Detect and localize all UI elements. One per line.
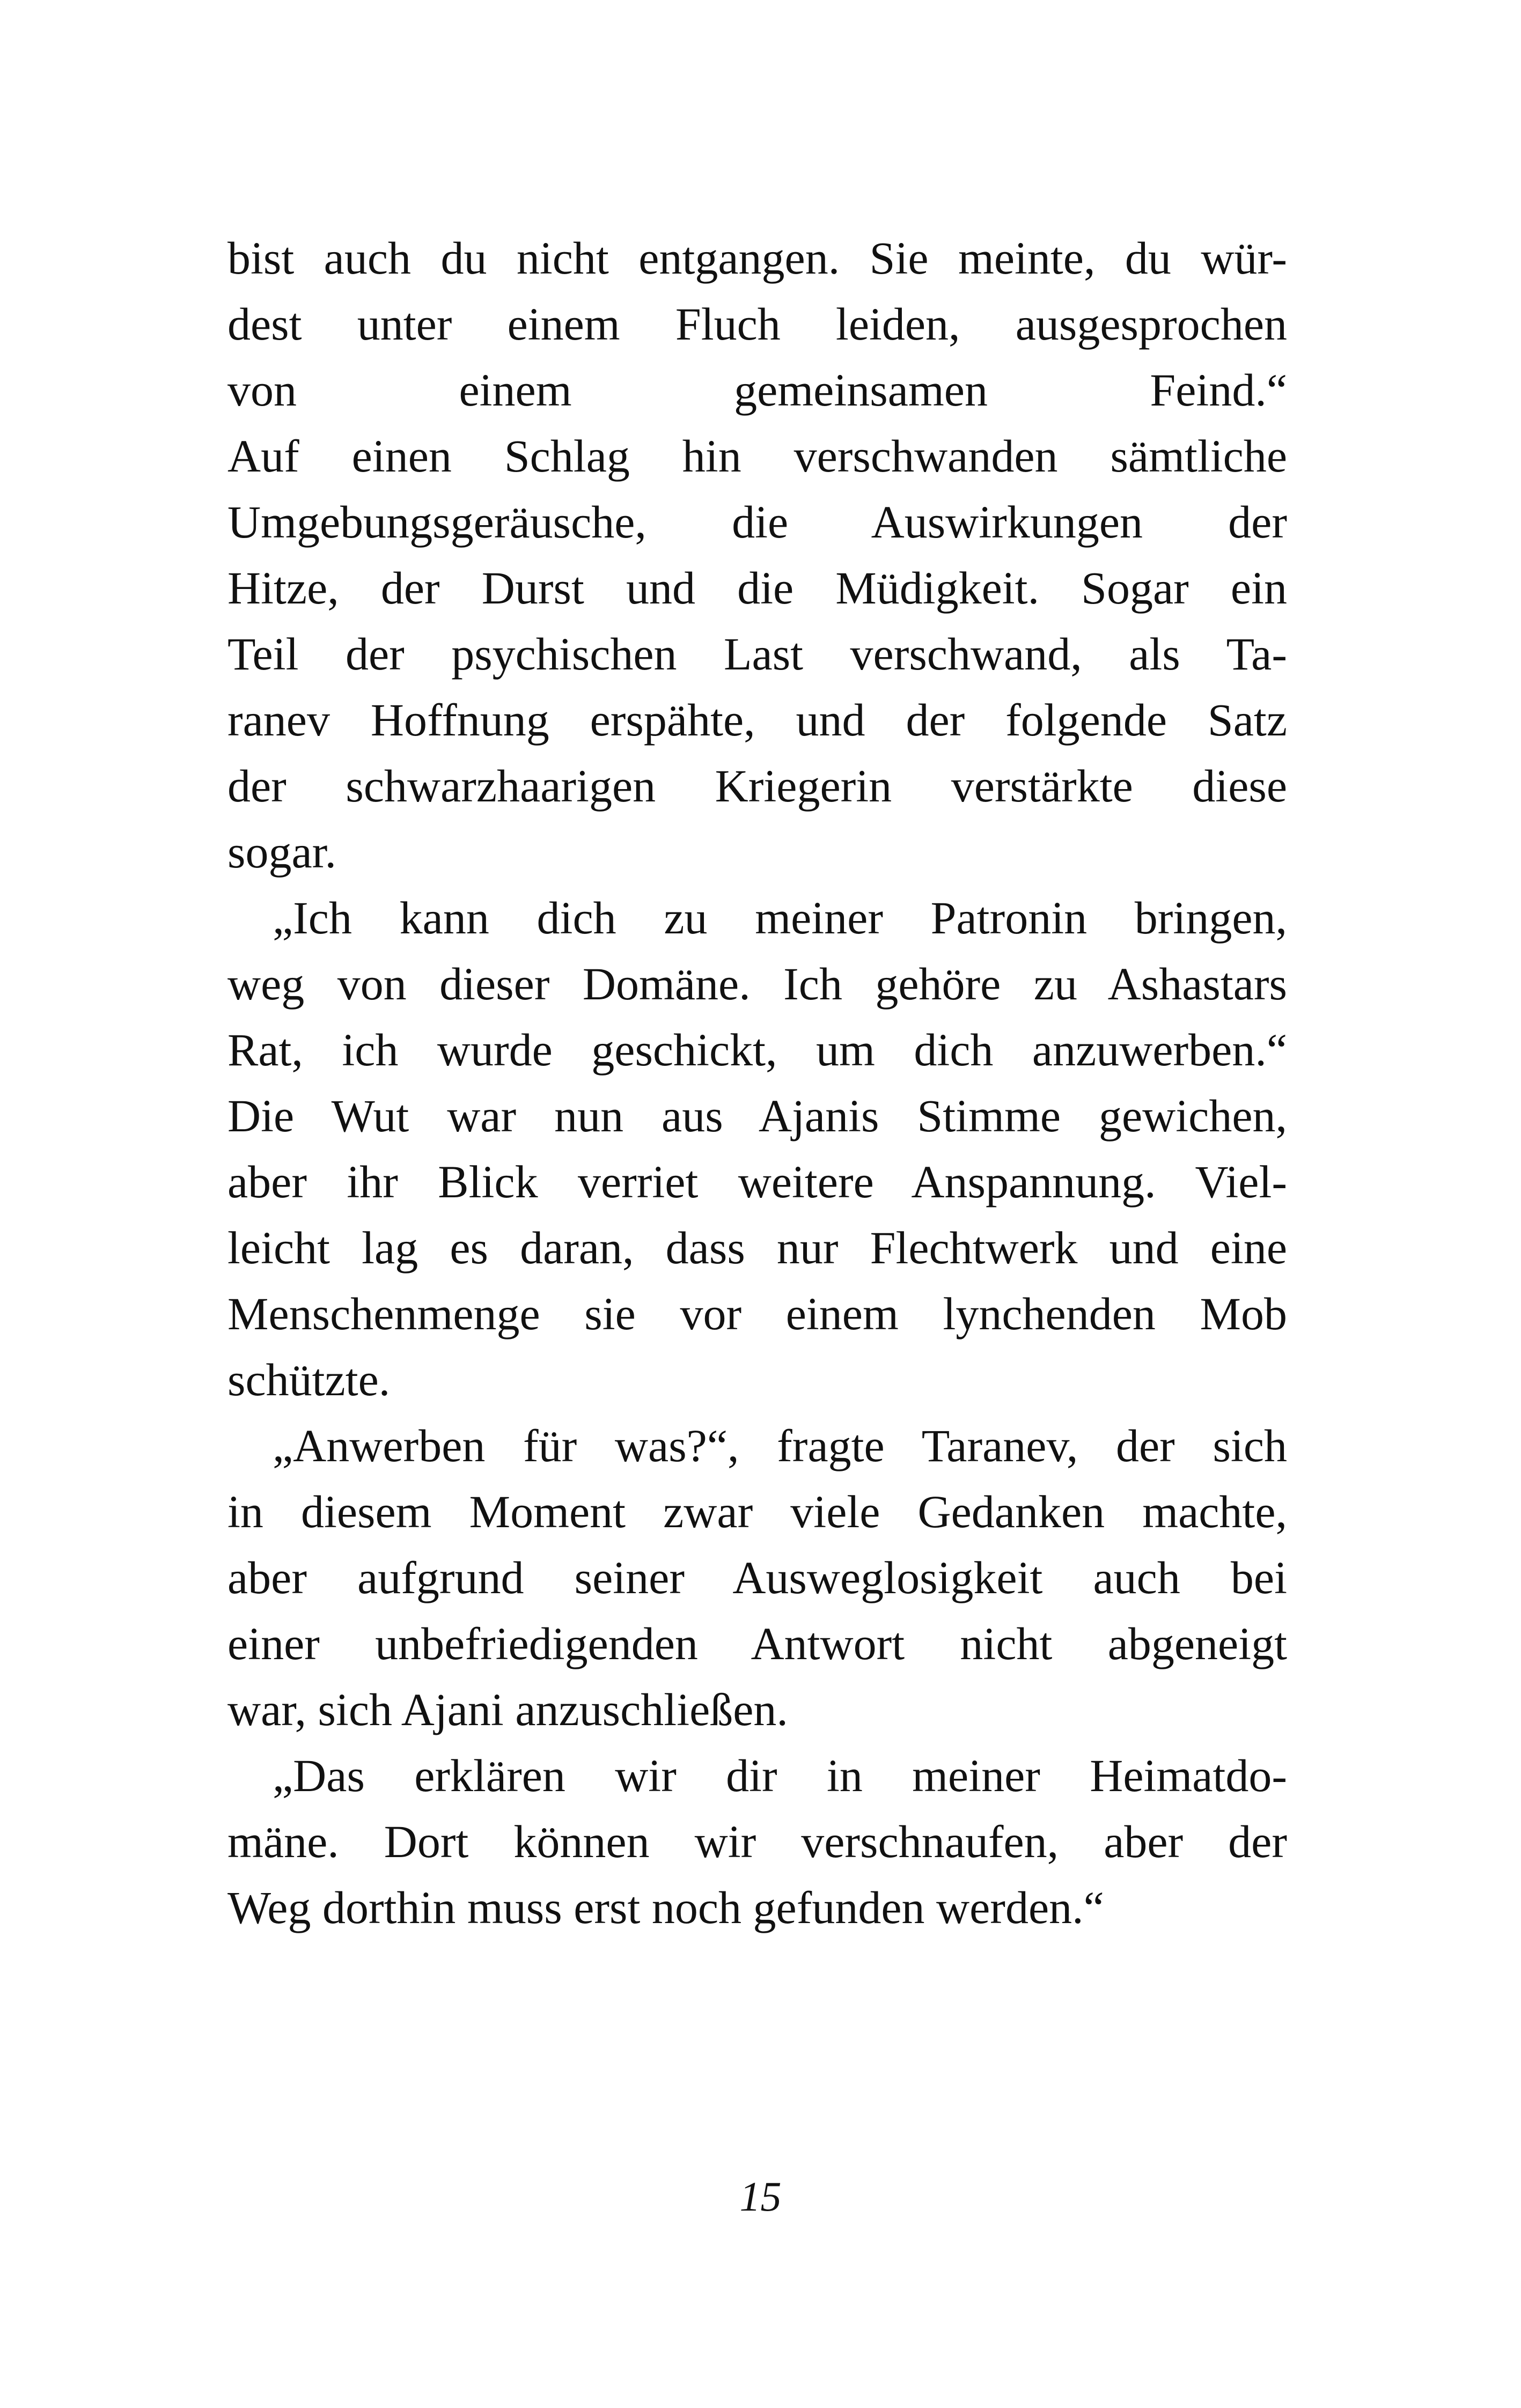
paragraph [227,1743,1287,1941]
text-line: Die Wut war nun aus Ajanis Stimme gewichen, [227,1090,1287,1142]
body-text [227,225,1287,1941]
text-line: schützte. [227,1354,391,1405]
text-line: dest unter einem Fluch leiden, ausgesprochen [227,298,1287,350]
text-line: in diesem Moment zwar viele Gedanken machte, [227,1486,1287,1537]
text-line: „Anwerben für was?“, fragte Taranev, der sich [273,1420,1287,1471]
text-line: Umgebungsgeräusche, die Auswirkungen der [227,496,1287,548]
text-line: „Das erklären wir dir in meiner Heimatdo- [273,1750,1287,1801]
text-line: war, sich Ajani anzuschließen. [227,1684,788,1735]
text-line: Rat, ich wurde geschickt, um dich anzuwerben.“ [227,1024,1287,1076]
text-line: weg von dieser Domäne. Ich gehöre zu Ashastars [227,958,1287,1010]
text-line: Auf einen Schlag hin verschwanden sämtliche [227,430,1287,482]
text-line: leicht lag es daran, dass nur Flechtwerk und eine [227,1222,1287,1273]
text-line: sogar. [227,826,337,878]
text-line: ranev Hoffnung erspähte, und der folgende Satz [227,694,1287,746]
text-line: aber ihr Blick verriet weitere Anspannung. Viel- [227,1156,1287,1207]
text-line: mäne. Dort können wir verschnaufen, aber der [227,1816,1287,1867]
paragraph [227,885,1287,1413]
text-line: „Ich kann dich zu meiner Patronin bringen, [273,892,1287,944]
text-line: Menschenmenge sie vor einem lynchenden Mob [227,1288,1287,1339]
text-line: der schwarzhaarigen Kriegerin verstärkte diese [227,760,1287,812]
text-line: Hitze, der Durst und die Müdigkeit. Sogar ein [227,562,1287,614]
text-line: aber aufgrund seiner Ausweglosigkeit auch bei [227,1552,1287,1603]
text-line: Teil der psychischen Last verschwand, als Ta- [227,628,1287,680]
text-line: einer unbefriedigenden Antwort nicht abgeneigt [227,1618,1287,1669]
text-line: von einem gemeinsamen Feind.“ [227,364,1287,416]
text-line: bist auch du nicht entgangen. Sie meinte, du wür- [227,232,1287,284]
text-line: Weg dorthin muss erst noch gefunden werden.“ [227,1882,1104,1933]
page-number: 15 [739,2173,782,2220]
paragraph [227,225,1287,885]
paragraph [227,1413,1287,1743]
